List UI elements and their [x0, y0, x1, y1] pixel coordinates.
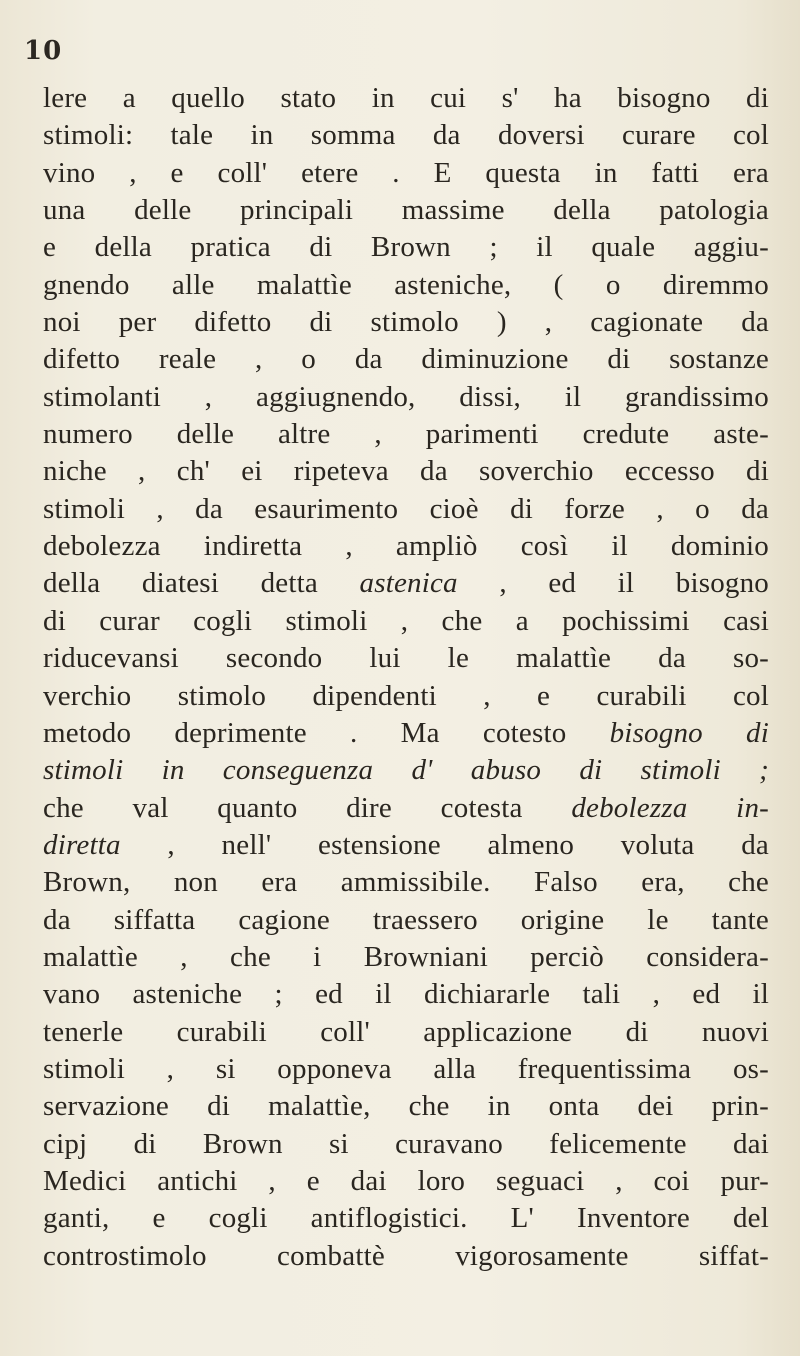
text-segment: che val quanto dire cotesta [43, 791, 572, 824]
text-segment: di curar cogli stimoli , che a pochissimi casi [43, 604, 769, 637]
text-segment: stimoli: tale in somma da doversi curare col [43, 119, 769, 152]
text-line [43, 565, 769, 602]
text-segment: e della pratica di Brown ; il quale aggiu- [43, 231, 769, 264]
text-line [43, 603, 769, 640]
text-segment: , nell' estensione almeno voluta da [120, 828, 769, 861]
text-line [43, 229, 769, 266]
text-line [43, 379, 769, 416]
text-segment: da siffatta cagione traessero origine le tante [43, 903, 769, 936]
text-line [43, 939, 769, 976]
text-line [43, 80, 769, 117]
text-segment: vino , e coll' etere . E questa in fatti era [43, 156, 769, 189]
text-line [43, 192, 769, 229]
text-line [43, 341, 769, 378]
text-segment: metodo deprimente . Ma cotesto [43, 716, 610, 749]
text-line [43, 752, 769, 789]
text-line [43, 1088, 769, 1125]
text-line [43, 715, 769, 752]
text-segment: Medici antichi , e dai loro seguaci , coi pur- [43, 1164, 769, 1197]
text-line [43, 976, 769, 1013]
text-line [43, 1014, 769, 1051]
text-line [43, 1126, 769, 1163]
text-line [43, 790, 769, 827]
text-segment: riducevansi secondo lui le malattìe da so- [43, 642, 769, 675]
text-segment: numero delle altre , parimenti credute aste- [43, 418, 769, 451]
text-segment: servazione di malattìe, che in onta dei prin- [43, 1090, 769, 1123]
text-line [43, 155, 769, 192]
text-line [43, 453, 769, 490]
body-text [43, 80, 769, 1275]
text-line [43, 491, 769, 528]
text-line [43, 1163, 769, 1200]
text-segment: niche , ch' ei ripeteva da soverchio eccesso di [43, 455, 769, 488]
text-line [43, 640, 769, 677]
text-line [43, 1238, 769, 1275]
italic-text: stimoli in conseguenza d' abuso di stimoli ; [43, 754, 769, 787]
text-segment: controstimolo combattè vigorosamente siffat- [43, 1239, 769, 1272]
text-line [43, 117, 769, 154]
text-segment: gnendo alle malattìe asteniche, ( o diremmo [43, 268, 769, 301]
text-line [43, 528, 769, 565]
text-line [43, 267, 769, 304]
text-line [43, 678, 769, 715]
text-segment: noi per difetto di stimolo ) , cagionate da [43, 306, 769, 339]
text-segment: Brown, non era ammissibile. Falso era, che [43, 866, 769, 899]
text-segment: malattìe , che i Browniani perciò considera- [43, 940, 769, 973]
text-segment: della diatesi detta [43, 567, 360, 600]
text-line [43, 1051, 769, 1088]
text-segment: stimolanti , aggiugnendo, dissi, il grandissimo [43, 380, 769, 413]
italic-text: diretta [43, 828, 121, 861]
italic-text: debolezza in- [571, 791, 769, 824]
text-segment: stimoli , si opponeva alla frequentissima os- [43, 1052, 769, 1085]
text-segment: stimoli , da esaurimento cioè di forze , o da [43, 492, 769, 525]
text-segment: una delle principali massime della patologia [43, 194, 769, 227]
text-segment: debolezza indiretta , ampliò così il dominio [43, 530, 769, 563]
text-segment: cipj di Brown si curavano felicemente dai [43, 1127, 769, 1160]
italic-text: bisogno di [609, 716, 769, 749]
text-segment: , ed il bisogno [457, 567, 769, 600]
text-segment: lere a quello stato in cui s' ha bisogno di [43, 82, 769, 114]
text-segment: vano asteniche ; ed il dichiararle tali , ed il [43, 978, 769, 1011]
text-line [43, 827, 769, 864]
text-line [43, 304, 769, 341]
text-segment: ganti, e cogli antiflogistici. L' Inventore del [43, 1202, 769, 1235]
text-segment: difetto reale , o da diminuzione di sostanze [43, 343, 769, 376]
text-segment: verchio stimolo dipendenti , e curabili col [43, 679, 769, 712]
text-segment: tenerle curabili coll' applicazione di nuovi [43, 1015, 769, 1048]
text-line [43, 1200, 769, 1237]
text-line [43, 902, 769, 939]
text-line [43, 416, 769, 453]
page-number: 10 [24, 36, 63, 66]
text-line [43, 864, 769, 901]
italic-text: astenica [359, 567, 458, 600]
